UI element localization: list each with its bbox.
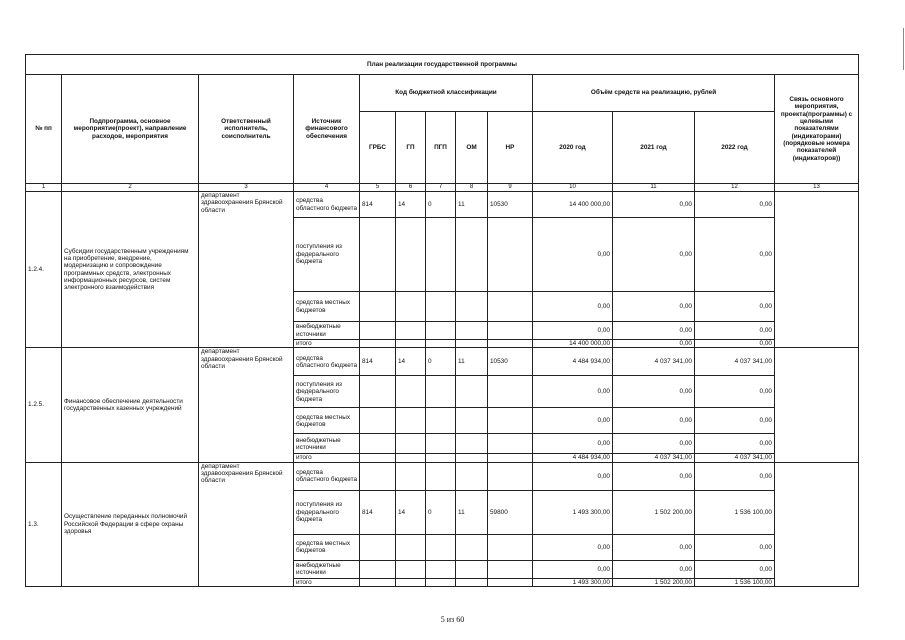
amount-2021: 0,00 — [613, 340, 695, 348]
indicator-link — [775, 462, 859, 586]
funding-source: средства областного бюджета — [294, 348, 360, 376]
code-gp: 14 — [396, 490, 426, 534]
code-np — [488, 376, 533, 408]
item-number: 1.2.4. — [26, 192, 62, 348]
funding-source: поступления из федерального бюджета — [294, 218, 360, 292]
column-number: 10 — [533, 184, 613, 192]
code-np — [488, 434, 533, 454]
amount-2020: 0,00 — [533, 534, 613, 560]
column-number: 12 — [695, 184, 775, 192]
code-om — [456, 322, 488, 340]
code-om: 11 — [456, 490, 488, 534]
funding-source: внебюджетные источники — [294, 560, 360, 578]
responsible-executor: департамент здравоохранения Брянской области — [199, 192, 294, 348]
code-np — [488, 534, 533, 560]
column-number: 3 — [199, 184, 294, 192]
code-om: 11 — [456, 348, 488, 376]
code-pgp — [426, 462, 456, 490]
amount-2020: 0,00 — [533, 560, 613, 578]
code-pgp — [426, 322, 456, 340]
item-name: Субсидии государственным учреждениям на приобретение, внедрение, модернизацию и сопровождение программных средств, электронных информационных ресурсов, систем электронного взаимодействия — [62, 192, 199, 348]
header-np: НР — [488, 112, 533, 184]
funding-source: поступления из федерального бюджета — [294, 490, 360, 534]
amount-2022: 0,00 — [695, 434, 775, 454]
code-np: 10530 — [488, 348, 533, 376]
amount-2022: 1 536 100,00 — [695, 578, 775, 586]
funding-source: итого — [294, 340, 360, 348]
code-np: 10530 — [488, 192, 533, 218]
code-grbs — [360, 434, 396, 454]
code-np: 59800 — [488, 490, 533, 534]
header-responsible: Ответственный исполнитель, соисполнитель — [199, 75, 294, 184]
source-row — [26, 192, 859, 218]
header-subprogram: Подпрограмма, основное мероприятие(проект), направление расходов, мероприятия — [62, 75, 199, 184]
amount-2022: 0,00 — [695, 560, 775, 578]
code-pgp — [426, 454, 456, 462]
code-pgp — [426, 408, 456, 434]
header-row-1 — [26, 75, 859, 112]
title-row — [26, 55, 859, 75]
amount-2020: 1 493 300,00 — [533, 578, 613, 586]
code-gp: 14 — [396, 348, 426, 376]
amount-2022: 0,00 — [695, 462, 775, 490]
amount-2022: 0,00 — [695, 534, 775, 560]
code-np — [488, 560, 533, 578]
amount-2020: 14 400 000,00 — [533, 340, 613, 348]
amount-2022: 1 536 100,00 — [695, 490, 775, 534]
column-number: 5 — [360, 184, 396, 192]
amount-2021: 1 502 200,00 — [613, 490, 695, 534]
amount-2021: 0,00 — [613, 534, 695, 560]
scan-edge-line — [903, 28, 904, 70]
code-grbs — [360, 292, 396, 322]
code-om — [456, 340, 488, 348]
code-np — [488, 578, 533, 586]
funding-source: средства областного бюджета — [294, 462, 360, 490]
amount-2022: 0,00 — [695, 218, 775, 292]
amount-2020: 0,00 — [533, 462, 613, 490]
code-om: 11 — [456, 192, 488, 218]
header-2021: 2021 год — [613, 112, 695, 184]
code-om — [456, 462, 488, 490]
amount-2020: 4 484 934,00 — [533, 348, 613, 376]
funding-source: средства областного бюджета — [294, 192, 360, 218]
column-number: 9 — [488, 184, 533, 192]
column-number: 6 — [396, 184, 426, 192]
item-name: Финансовое обеспечение деятельности государственных казенных учреждений — [62, 348, 199, 462]
code-pgp — [426, 434, 456, 454]
amount-2022: 0,00 — [695, 340, 775, 348]
header-pgp: ПГП — [426, 112, 456, 184]
amount-2021: 0,00 — [613, 292, 695, 322]
item-number: 1.2.5. — [26, 348, 62, 462]
header-link: Связь основного мероприятия, проекта(программы) с целевыми показателями (индикаторами) (порядковые номера показателей (индикаторов)) — [775, 75, 859, 184]
amount-2020: 0,00 — [533, 376, 613, 408]
code-pgp — [426, 560, 456, 578]
code-np — [488, 340, 533, 348]
code-grbs — [360, 454, 396, 462]
code-om — [456, 292, 488, 322]
code-np — [488, 454, 533, 462]
header-budget-code: Код бюджетной классификации — [360, 75, 533, 112]
column-number: 1 — [26, 184, 62, 192]
code-om — [456, 218, 488, 292]
amount-2020: 14 400 000,00 — [533, 192, 613, 218]
funding-source: средства местных бюджетов — [294, 292, 360, 322]
code-np — [488, 218, 533, 292]
amount-2020: 0,00 — [533, 408, 613, 434]
amount-2021: 0,00 — [613, 192, 695, 218]
code-om — [456, 578, 488, 586]
code-om — [456, 560, 488, 578]
code-gp — [396, 560, 426, 578]
header-volume: Объём средств на реализацию, рублей — [533, 75, 775, 112]
code-gp — [396, 322, 426, 340]
table-title: План реализации государственной программы — [26, 55, 859, 75]
amount-2021: 4 037 341,00 — [613, 454, 695, 462]
code-pgp — [426, 218, 456, 292]
amount-2021: 0,00 — [613, 218, 695, 292]
column-number-row — [26, 184, 859, 192]
code-grbs — [360, 376, 396, 408]
code-om — [456, 454, 488, 462]
amount-2020: 0,00 — [533, 292, 613, 322]
amount-2022: 0,00 — [695, 192, 775, 218]
source-row — [26, 348, 859, 376]
code-gp — [396, 292, 426, 322]
code-gp — [396, 408, 426, 434]
code-grbs — [360, 408, 396, 434]
code-pgp: 0 — [426, 192, 456, 218]
item-number: 1.3. — [26, 462, 62, 586]
amount-2021: 0,00 — [613, 322, 695, 340]
code-pgp — [426, 534, 456, 560]
amount-2020: 1 493 300,00 — [533, 490, 613, 534]
code-np — [488, 292, 533, 322]
code-grbs — [360, 322, 396, 340]
amount-2021: 0,00 — [613, 376, 695, 408]
code-grbs — [360, 560, 396, 578]
column-number: 11 — [613, 184, 695, 192]
code-pgp — [426, 376, 456, 408]
responsible-executor: департамент здравоохранения Брянской области — [199, 462, 294, 586]
amount-2022: 4 037 341,00 — [695, 348, 775, 376]
code-om — [456, 534, 488, 560]
amount-2022: 4 037 341,00 — [695, 454, 775, 462]
code-gp — [396, 462, 426, 490]
code-pgp — [426, 292, 456, 322]
amount-2022: 0,00 — [695, 408, 775, 434]
funding-source: внебюджетные источники — [294, 322, 360, 340]
code-np — [488, 462, 533, 490]
funding-source: поступления из федерального бюджета — [294, 376, 360, 408]
header-source: Источник финансового обеспечения — [294, 75, 360, 184]
plan-table — [25, 54, 859, 587]
indicator-link — [775, 348, 859, 462]
code-grbs — [360, 218, 396, 292]
code-om — [456, 408, 488, 434]
header-num: № пп — [26, 75, 62, 184]
code-gp — [396, 218, 426, 292]
amount-2021: 0,00 — [613, 408, 695, 434]
item-name: Осуществление переданных полномочий Российской Федерации в сфере охраны здоровья — [62, 462, 199, 586]
amount-2022: 0,00 — [695, 322, 775, 340]
column-number: 13 — [775, 184, 859, 192]
code-gp — [396, 340, 426, 348]
code-grbs — [360, 578, 396, 586]
column-number: 7 — [426, 184, 456, 192]
code-pgp — [426, 578, 456, 586]
code-gp: 14 — [396, 192, 426, 218]
code-grbs — [360, 462, 396, 490]
funding-source: итого — [294, 578, 360, 586]
code-gp — [396, 376, 426, 408]
code-gp — [396, 434, 426, 454]
code-om — [456, 376, 488, 408]
amount-2022: 0,00 — [695, 292, 775, 322]
amount-2020: 0,00 — [533, 434, 613, 454]
code-grbs: 814 — [360, 192, 396, 218]
code-om — [456, 434, 488, 454]
code-gp — [396, 534, 426, 560]
amount-2020: 0,00 — [533, 218, 613, 292]
header-grbs: ГРБС — [360, 112, 396, 184]
code-pgp: 0 — [426, 348, 456, 376]
code-gp — [396, 578, 426, 586]
amount-2020: 4 484 934,00 — [533, 454, 613, 462]
amount-2022: 0,00 — [695, 376, 775, 408]
funding-source: средства местных бюджетов — [294, 408, 360, 434]
amount-2021: 4 037 341,00 — [613, 348, 695, 376]
amount-2020: 0,00 — [533, 322, 613, 340]
funding-source: итого — [294, 454, 360, 462]
code-grbs: 814 — [360, 348, 396, 376]
code-grbs — [360, 534, 396, 560]
funding-source: внебюджетные источники — [294, 434, 360, 454]
amount-2021: 0,00 — [613, 560, 695, 578]
funding-source: средства местных бюджетов — [294, 534, 360, 560]
code-grbs — [360, 340, 396, 348]
column-number: 2 — [62, 184, 199, 192]
header-gp: ГП — [396, 112, 426, 184]
amount-2021: 0,00 — [613, 434, 695, 454]
header-2020: 2020 год — [533, 112, 613, 184]
column-number: 8 — [456, 184, 488, 192]
amount-2021: 1 502 200,00 — [613, 578, 695, 586]
source-row — [26, 462, 859, 490]
code-pgp — [426, 340, 456, 348]
page-number: 5 из 60 — [440, 615, 465, 624]
code-grbs: 814 — [360, 490, 396, 534]
amount-2021: 0,00 — [613, 462, 695, 490]
code-gp — [396, 454, 426, 462]
indicator-link — [775, 192, 859, 348]
code-np — [488, 322, 533, 340]
header-2022: 2022 год — [695, 112, 775, 184]
responsible-executor: департамент здравоохранения Брянской области — [199, 348, 294, 462]
code-pgp: 0 — [426, 490, 456, 534]
column-number: 4 — [294, 184, 360, 192]
code-np — [488, 408, 533, 434]
header-om: ОМ — [456, 112, 488, 184]
